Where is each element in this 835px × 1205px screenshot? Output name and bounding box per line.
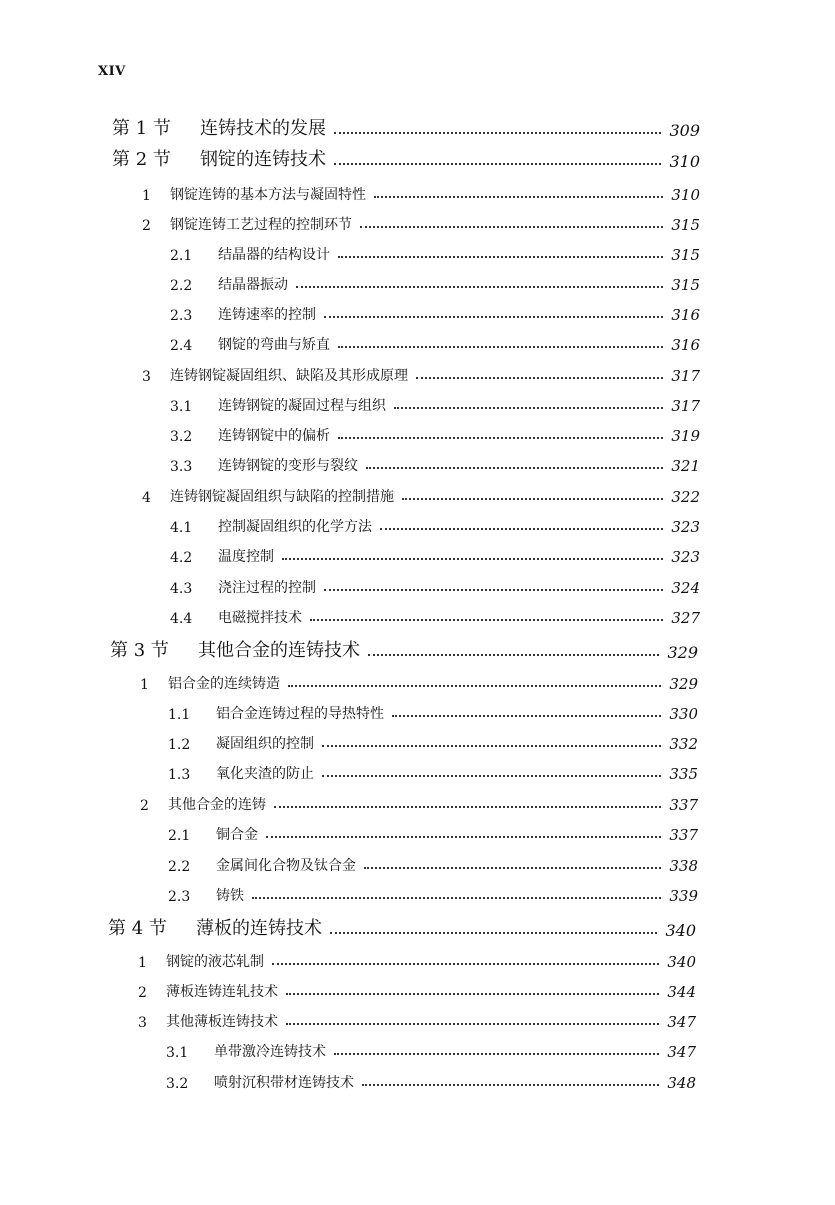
toc-page: 329	[669, 675, 698, 693]
toc-title: 连铸速率的控制	[218, 307, 316, 323]
leader-dots	[324, 316, 663, 318]
toc-entry-subsection[interactable]	[142, 178, 700, 204]
leader-dots	[368, 654, 659, 656]
toc-entry-item[interactable]	[168, 697, 698, 723]
toc-title: 钢锭的连铸技术	[200, 149, 326, 170]
toc-entry-item[interactable]	[170, 238, 700, 264]
toc-title: 单带激冷连铸技术	[214, 1044, 326, 1060]
toc-number: 2.3	[168, 889, 191, 905]
toc-entry-item[interactable]	[166, 1066, 696, 1092]
toc-entry-item[interactable]	[166, 1035, 696, 1061]
toc-page: 324	[671, 579, 700, 597]
toc-page: 323	[671, 548, 700, 566]
toc-page: 323	[671, 518, 700, 536]
toc-title: 钢锭的液芯轧制	[166, 954, 264, 970]
leader-dots	[334, 1053, 659, 1055]
leader-dots	[360, 226, 663, 228]
toc-page: 332	[669, 735, 698, 753]
toc-entry-subsection[interactable]	[140, 788, 698, 814]
toc-page: 339	[669, 887, 698, 905]
toc-page: 344	[667, 983, 696, 1001]
leader-dots	[274, 806, 661, 808]
toc-title: 金属间化合物及钛合金	[216, 858, 356, 874]
leader-dots	[324, 589, 663, 591]
toc-number: 3.2	[170, 429, 193, 445]
toc-entry-item[interactable]	[168, 818, 698, 844]
toc-page: 330	[669, 705, 698, 723]
toc-entry-subsection[interactable]	[138, 945, 696, 971]
toc-title: 其他合金的连铸	[168, 797, 266, 813]
toc-number: 4.2	[170, 550, 193, 566]
toc-page: 335	[669, 765, 698, 783]
toc-entry-item[interactable]	[170, 571, 700, 597]
toc-title: 结晶器振动	[218, 277, 288, 293]
leader-dots	[394, 407, 663, 409]
toc-title: 铜合金	[216, 827, 258, 843]
toc-entry-subsection[interactable]	[142, 480, 700, 506]
leader-dots	[334, 163, 661, 165]
toc-page: 310	[671, 186, 700, 204]
toc-entry-item[interactable]	[170, 328, 700, 354]
leader-dots	[374, 196, 663, 198]
toc-entry-item[interactable]	[168, 879, 698, 905]
toc-title: 连铸钢锭的变形与裂纹	[218, 458, 358, 474]
toc-page: 338	[669, 857, 698, 875]
toc-title: 温度控制	[218, 549, 274, 565]
toc-title: 薄板的连铸技术	[196, 918, 322, 939]
toc-number: 1.2	[168, 737, 191, 753]
toc-number: 2.1	[168, 828, 191, 844]
leader-dots	[286, 1023, 659, 1025]
leader-dots	[334, 132, 661, 134]
toc-title: 结晶器的结构设计	[218, 247, 330, 263]
leader-dots	[330, 932, 657, 934]
leader-dots	[266, 836, 661, 838]
toc-entry-section-4[interactable]	[108, 914, 696, 940]
toc-entry-item[interactable]	[170, 268, 700, 294]
toc-number: 3.3	[170, 459, 193, 475]
toc-title: 连铸钢锭的凝固过程与组织	[218, 398, 386, 414]
leader-dots	[310, 619, 663, 621]
toc-page: 340	[667, 953, 696, 971]
toc-title: 钢锭连铸的基本方法与凝固特性	[170, 187, 366, 203]
toc-number: 2.4	[170, 338, 193, 354]
toc-title: 连铸钢锭凝固组织、缺陷及其形成原理	[170, 368, 408, 384]
leader-dots	[322, 745, 661, 747]
toc-number: 2.2	[170, 278, 193, 294]
toc-page: 337	[669, 826, 698, 844]
toc-page: 347	[667, 1013, 696, 1031]
toc-page: 329	[667, 643, 698, 662]
leader-dots	[338, 346, 663, 348]
toc-title: 铝合金连铸过程的导热特性	[216, 706, 384, 722]
toc-title: 控制凝固组织的化学方法	[218, 519, 372, 535]
toc-page: 327	[671, 609, 700, 627]
toc-entry-item[interactable]	[170, 298, 700, 324]
toc-entry-item[interactable]	[170, 449, 700, 475]
toc-title: 其他合金的连铸技术	[198, 640, 360, 661]
leader-dots	[338, 437, 663, 439]
toc-number: 3.1	[170, 399, 193, 415]
toc-page: 315	[671, 246, 700, 264]
toc-number: 2.2	[168, 859, 191, 875]
toc-number: 1	[142, 188, 151, 204]
leader-dots	[252, 897, 661, 899]
toc-entry-item[interactable]	[168, 849, 698, 875]
toc-number: 2.3	[170, 308, 193, 324]
toc-entry-item[interactable]	[170, 540, 700, 566]
toc-page: 321	[671, 457, 700, 475]
toc-title: 浇注过程的控制	[218, 580, 316, 596]
toc-entry-subsection[interactable]	[138, 1005, 696, 1031]
leader-dots	[288, 685, 661, 687]
toc-number: 4.4	[170, 611, 193, 627]
toc-title: 其他薄板连铸技术	[166, 1014, 278, 1030]
toc-number: 2	[140, 798, 149, 814]
toc-entry-subsection[interactable]	[142, 208, 700, 234]
toc-page: 319	[671, 427, 700, 445]
leader-dots	[338, 256, 663, 258]
toc-number: 第 4 节	[108, 918, 167, 939]
leader-dots	[392, 715, 661, 717]
toc-title: 连铸钢锭中的偏析	[218, 428, 330, 444]
toc-number: 2.1	[170, 248, 193, 264]
toc-page: 348	[667, 1074, 696, 1092]
toc-number: 1	[140, 677, 149, 693]
toc-number: 1	[138, 955, 147, 971]
toc-entry-subsection[interactable]	[140, 667, 698, 693]
toc-number: 2	[142, 218, 151, 234]
toc-page: 340	[665, 921, 696, 940]
toc-entry-section-2[interactable]	[112, 145, 700, 171]
toc-number: 1.3	[168, 767, 191, 783]
toc-entry-item[interactable]	[168, 727, 698, 753]
toc-entry-subsection[interactable]	[138, 975, 696, 1001]
toc-title: 铸铁	[216, 888, 244, 904]
toc-entry-item[interactable]	[170, 389, 700, 415]
toc-title: 电磁搅拌技术	[218, 610, 302, 626]
toc-page: 337	[669, 796, 698, 814]
leader-dots	[364, 867, 661, 869]
leader-dots	[362, 1084, 659, 1086]
toc-number: 4.1	[170, 520, 193, 536]
toc-number: 2	[138, 985, 147, 1001]
leader-dots	[402, 498, 663, 500]
toc-title: 薄板连铸连轧技术	[166, 984, 278, 1000]
toc-number: 3	[142, 369, 151, 385]
toc-entry-section-1[interactable]	[112, 114, 700, 140]
toc-number: 1.1	[168, 707, 191, 723]
toc-page: 309	[669, 121, 700, 140]
toc-title: 氧化夹渣的防止	[216, 766, 314, 782]
toc-entry-subsection[interactable]	[142, 359, 700, 385]
toc-entry-item[interactable]	[170, 419, 700, 445]
toc-page: 316	[671, 336, 700, 354]
toc-number: 第 2 节	[112, 149, 171, 170]
leader-dots	[286, 993, 659, 995]
toc-number: 4.3	[170, 581, 193, 597]
leader-dots	[380, 528, 663, 530]
toc-entry-item[interactable]	[168, 757, 698, 783]
leader-dots	[296, 286, 663, 288]
toc-page: 316	[671, 306, 700, 324]
leader-dots	[416, 377, 663, 379]
toc-entry-item[interactable]	[170, 601, 700, 627]
toc-number: 3.1	[166, 1045, 189, 1061]
toc-number: 3.2	[166, 1076, 189, 1092]
toc-entry-section-3[interactable]	[110, 636, 698, 662]
toc-title: 连铸钢锭凝固组织与缺陷的控制措施	[170, 489, 394, 505]
leader-dots	[272, 963, 659, 965]
page-number: XIV	[98, 64, 126, 79]
toc-page: 347	[667, 1043, 696, 1061]
leader-dots	[366, 467, 663, 469]
toc-title: 凝固组织的控制	[216, 736, 314, 752]
toc-entry-item[interactable]	[170, 510, 700, 536]
toc-title: 喷射沉积带材连铸技术	[214, 1075, 354, 1091]
toc-title: 钢锭的弯曲与矫直	[218, 337, 330, 353]
toc-page: 310	[669, 152, 700, 171]
toc-page: 315	[671, 216, 700, 234]
toc-number: 4	[142, 490, 151, 506]
toc-number: 第 3 节	[110, 640, 169, 661]
toc-page: 322	[671, 488, 700, 506]
toc-number: 3	[138, 1015, 147, 1031]
toc-page: 317	[671, 367, 700, 385]
toc-title: 钢锭连铸工艺过程的控制环节	[170, 217, 352, 233]
toc-page: 317	[671, 397, 700, 415]
toc-page: 315	[671, 276, 700, 294]
toc-title: 连铸技术的发展	[200, 118, 326, 139]
leader-dots	[282, 558, 663, 560]
leader-dots	[322, 775, 661, 777]
toc-number: 第 1 节	[112, 118, 171, 139]
toc-title: 铝合金的连续铸造	[168, 676, 280, 692]
